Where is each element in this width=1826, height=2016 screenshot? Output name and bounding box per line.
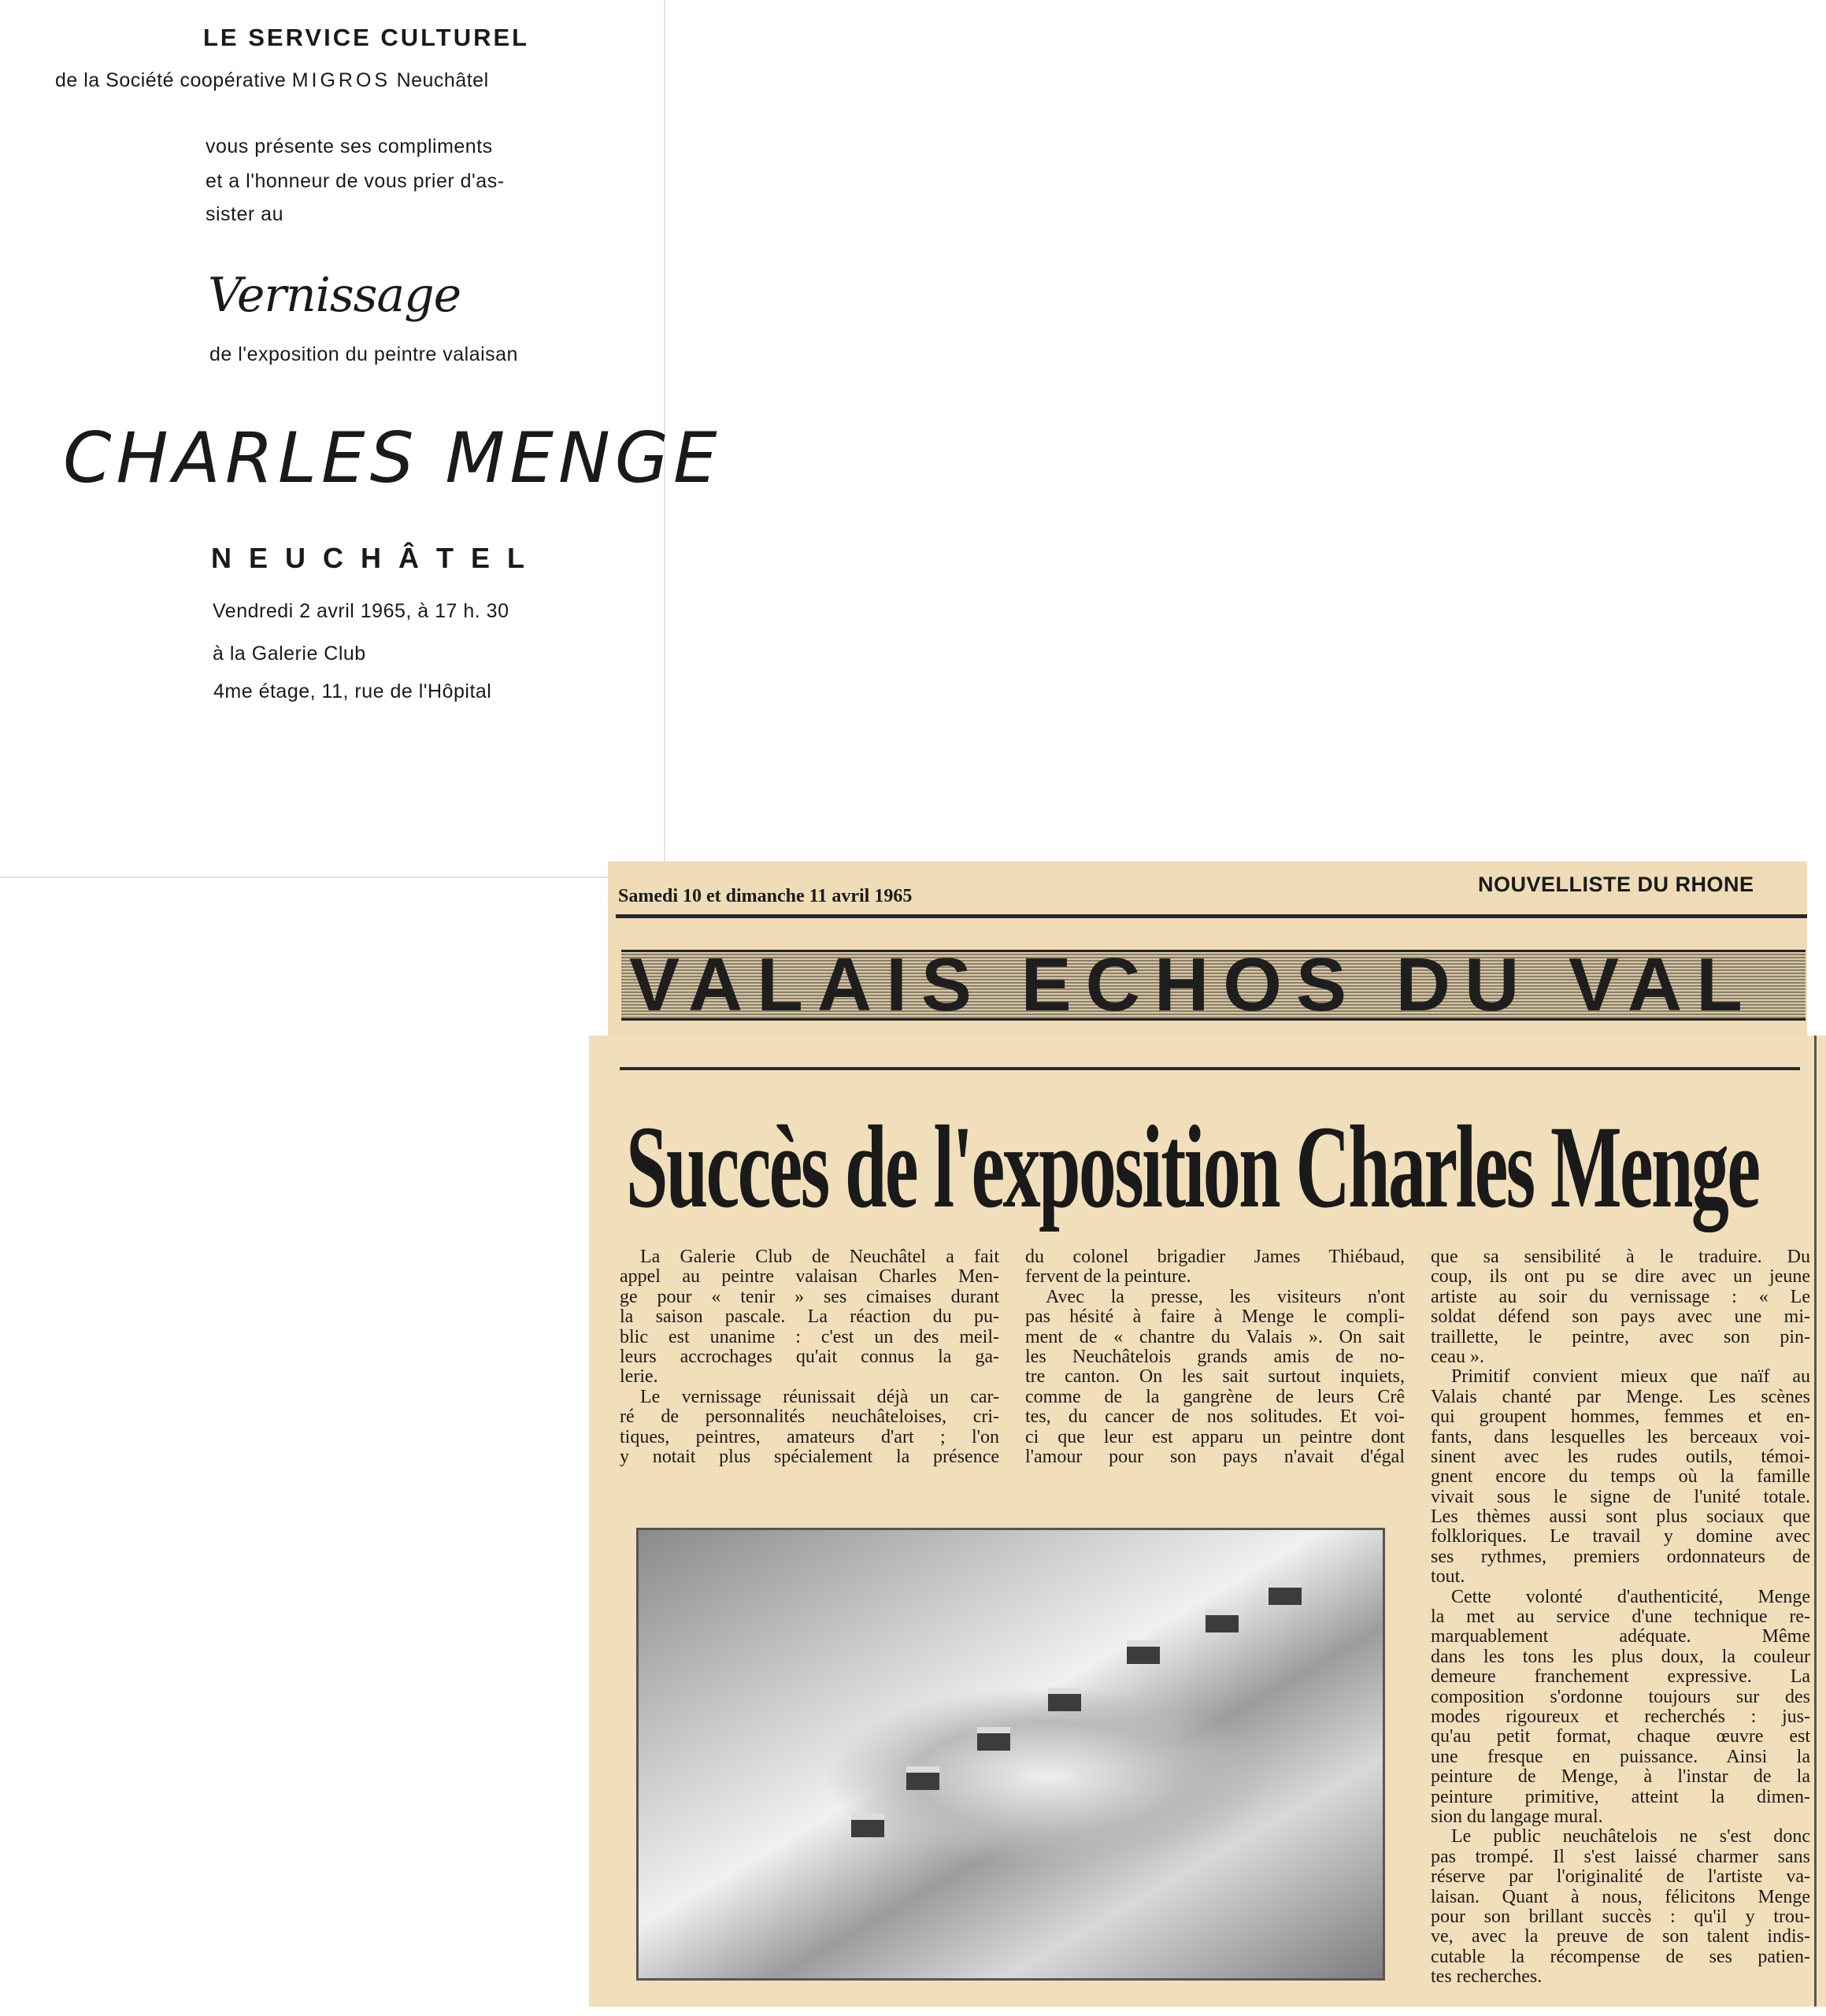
article-rule — [620, 1067, 1800, 1070]
section-banner — [621, 943, 1806, 1027]
article-line: modes rigoureux et recherchés : jus- — [1431, 1706, 1810, 1727]
article-line: Les thèmes aussi sont plus sociaux que — [1431, 1506, 1810, 1528]
article-line: Valais chanté par Menge. Les scènes — [1431, 1386, 1810, 1407]
article-line: La Galerie Club de Neuchâtel a fait — [640, 1247, 999, 1267]
article-line: pas hésité à faire à Menge le compli- — [1025, 1306, 1405, 1328]
article-line: coup, ils ont pu se dire avec un jeune — [1431, 1266, 1810, 1288]
article-line: tes recherches. — [1431, 1966, 1543, 1988]
article-line: sion du langage mural. — [1431, 1806, 1603, 1827]
house-shape — [906, 1766, 939, 1790]
article-line: la met au service d'une technique re- — [1431, 1606, 1810, 1628]
article-line: peinture primitive, atteint la dimen- — [1431, 1786, 1810, 1807]
article-line: y notait plus spécialement la présence — [620, 1446, 999, 1467]
article-line: traillette, le peintre, avec son pin- — [1431, 1326, 1810, 1347]
article-line: la saison pascale. La réaction du pu- — [620, 1306, 999, 1328]
painting-photo — [636, 1528, 1385, 1981]
article-line: tiques, peintres, amateurs d'art ; l'on — [620, 1426, 999, 1447]
article-line: qu'au petit format, chaque œuvre est — [1431, 1726, 1810, 1747]
article-line: ve, avec la preuve de son talent indis- — [1431, 1926, 1810, 1947]
article-line: cutable la récompense de ses patien- — [1431, 1946, 1810, 1967]
subtitle-brand: MIGROS — [291, 69, 391, 91]
subtitle-pre: de la Société coopérative — [55, 69, 287, 91]
article-line: fervent de la peinture. — [1025, 1266, 1191, 1288]
article-line: Cette volonté d'authenticité, Menge — [1451, 1586, 1810, 1607]
article-line: ses rythmes, premiers ordonnateurs de — [1431, 1546, 1810, 1567]
article-line: pour son brillant succès : qu'il y trou- — [1431, 1906, 1810, 1927]
article-line: Primitif convient mieux que naïf au — [1451, 1366, 1810, 1388]
house-shape — [851, 1814, 884, 1837]
article-line: tre canton. On les sait surtout inquiets, — [1025, 1366, 1405, 1388]
exposition-line: de l'exposition du peintre valaisan — [209, 343, 518, 365]
header-rule — [616, 914, 1807, 918]
article-line: gnent encore du temps où la famille — [1431, 1466, 1810, 1488]
article-line: Le public neuchâtelois ne s'est donc — [1451, 1826, 1810, 1847]
article-line: l'amour pour son pays n'avait d'égal — [1025, 1446, 1405, 1467]
city: NEUCHÂTEL — [211, 542, 542, 574]
invitation-line: et a l'honneur de vous prier d'as- — [206, 170, 505, 192]
article-column-1 — [620, 1247, 999, 1467]
article-line: ceau ». — [1431, 1346, 1484, 1367]
article-line: folkloriques. Le travail y domine avec — [1431, 1526, 1810, 1547]
article-line: ment de « chantre du Valais ». On sait — [1025, 1326, 1405, 1347]
vernissage-script: Vernissage — [208, 268, 461, 323]
article-line: qui groupent hommes, femmes et en- — [1431, 1406, 1810, 1428]
article-line: laisan. Quant à nous, félicitons Menge — [1431, 1886, 1810, 1907]
subtitle-post: Neuchâtel — [396, 69, 489, 91]
house-shape — [1127, 1640, 1160, 1664]
clipping-edge — [1814, 1036, 1817, 2007]
article-line: comme de la gangrène de leurs Crê — [1025, 1386, 1405, 1407]
article-line: Le vernissage réunissait déjà un car- — [640, 1386, 999, 1407]
house-shape — [1269, 1581, 1302, 1605]
article-line: pas trompé. Il s'est laissé charmer sans — [1431, 1846, 1810, 1867]
newspaper-date: Samedi 10 et dimanche 11 avril 1965 — [618, 886, 913, 906]
invitation-subtitle — [55, 69, 489, 92]
article-line: soldat défend son pays avec une mi- — [1431, 1306, 1810, 1328]
invitation-title: LE SERVICE CULTUREL — [203, 24, 530, 51]
house-shape — [1206, 1609, 1239, 1632]
article-line: demeure franchement expressive. La — [1431, 1666, 1810, 1688]
event-address: 4me étage, 11, rue de l'Hôpital — [213, 680, 492, 702]
invitation-line: vous présente ses compliments — [206, 135, 493, 158]
article-line: du colonel brigadier James Thiébaud, — [1025, 1247, 1405, 1267]
article-line: dans les tons les plus doux, la couleur — [1431, 1646, 1810, 1667]
article-line: fants, dans lesquelles les berceaux voi- — [1431, 1426, 1810, 1447]
article-line: vivait sous le signe de l'unité totale. — [1431, 1486, 1810, 1507]
newspaper-header — [608, 862, 1807, 1036]
article-line: ge pour « tenir » ses cimaises durant — [620, 1286, 999, 1307]
article-line: marquablement adéquate. Même — [1431, 1626, 1810, 1647]
event-date: Vendredi 2 avril 1965, à 17 h. 30 — [213, 600, 509, 622]
article-line: ci que leur est apparu un peintre dont — [1025, 1426, 1405, 1447]
event-venue: à la Galerie Club — [213, 643, 366, 665]
newspaper-name: NOUVELLISTE DU RHONE — [1478, 873, 1754, 896]
article-line: une fresque en puissance. Ainsi la — [1431, 1746, 1810, 1767]
article-line: sinent avec les rudes outils, témoi- — [1431, 1446, 1810, 1467]
article-line: blic est unanime : c'est un des meil- — [620, 1326, 999, 1347]
article-line: lerie. — [620, 1366, 658, 1388]
article-column-2 — [1025, 1247, 1405, 1467]
article-line: ré de personnalités neuchâteloises, cri- — [620, 1406, 999, 1428]
article-line: peinture de Menge, à l'instar de la — [1431, 1766, 1810, 1788]
article-line: appel au peintre valaisan Charles Men- — [620, 1266, 999, 1288]
banner-text: VALAIS ECHOS DU VAL — [629, 943, 1757, 1027]
invitation-card — [0, 0, 722, 878]
article-line: tout. — [1431, 1566, 1465, 1588]
headline: Succès de l'exposition Charles Menge — [626, 1102, 1759, 1232]
artist-name: CHARLES MENGE — [63, 417, 722, 498]
invitation-line: sister au — [206, 203, 283, 225]
newspaper-article — [589, 1036, 1826, 2007]
article-line: que sa sensibilité à le traduire. Du — [1431, 1247, 1810, 1267]
article-line: leurs accrochages qu'ait connus la ga- — [620, 1346, 999, 1367]
article-line: les Neuchâtelois grands amis de no- — [1025, 1346, 1405, 1367]
house-shape — [977, 1727, 1010, 1751]
house-shape — [1048, 1688, 1081, 1711]
article-line: tes, du cancer de nos solitudes. Et voi- — [1025, 1406, 1405, 1428]
article-line: Avec la presse, les visiteurs n'ont — [1046, 1286, 1405, 1307]
article-line: réserve par l'originalité de l'artiste va- — [1431, 1866, 1810, 1888]
article-column-3 — [1431, 1247, 1810, 1987]
article-line: artiste au soir du vernissage : « Le — [1431, 1286, 1810, 1307]
article-line: composition s'ordonne toujours sur des — [1431, 1686, 1810, 1707]
